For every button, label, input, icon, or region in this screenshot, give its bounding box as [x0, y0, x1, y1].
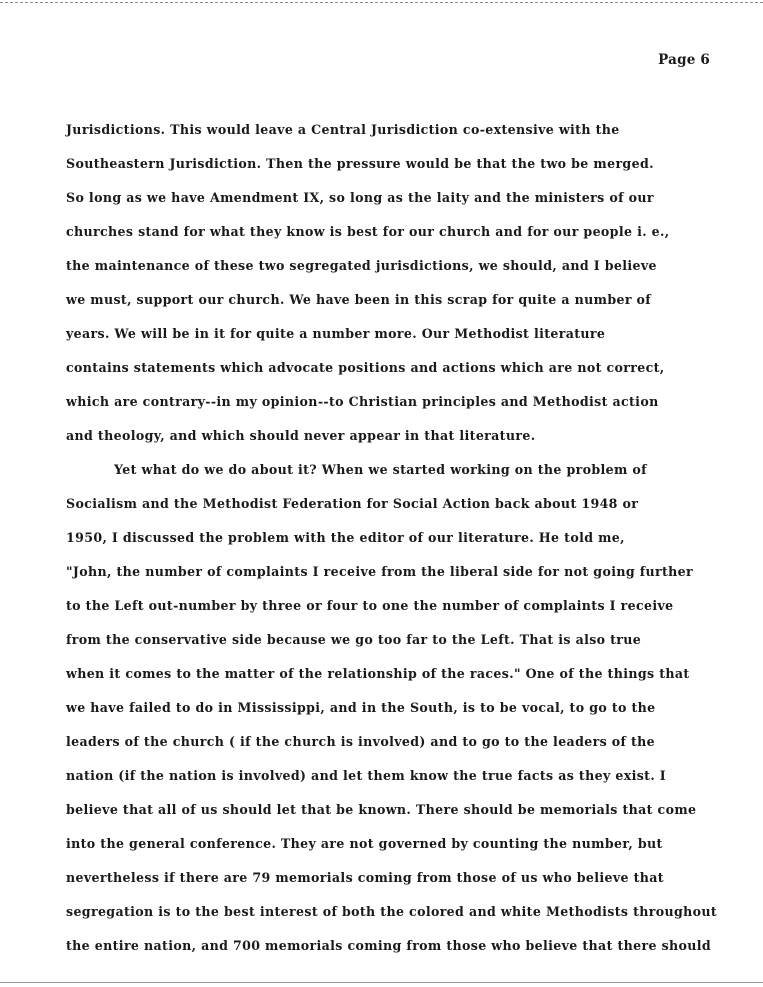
text-line: into the general conference. They are not governed by counting the number, but — [66, 836, 663, 851]
text-line: we must, support our church. We have been in this scrap for quite a number of — [66, 292, 652, 307]
text-line: Jurisdictions. This would leave a Central Jurisdiction co-extensive with the — [66, 122, 620, 137]
text-line: So long as we have Amendment IX, so long as the laity and the ministers of our — [66, 190, 654, 205]
page-number: Page 6 — [658, 52, 710, 68]
text-line: leaders of the church ( if the church is involved) and to go to the leaders of the — [66, 734, 656, 749]
text-line: the entire nation, and 700 memorials coming from those who believe that there should — [66, 938, 712, 953]
text-line: nation (if the nation is involved) and let them know the true facts as they exist. I — [66, 768, 667, 783]
text-line: Southeastern Jurisdiction. Then the pressure would be that the two be merged. — [66, 156, 654, 171]
text-line: years. We will be in it for quite a number more. Our Methodist literature — [66, 326, 606, 341]
text-line: Socialism and the Methodist Federation for Social Action back about 1948 or — [66, 496, 639, 511]
text-line: the maintenance of these two segregated jurisdictions, we should, and I believe — [66, 258, 657, 273]
text-line: from the conservative side because we go too far to the Left. That is also true — [66, 632, 642, 647]
text-line: and theology, and which should never appear in that literature. — [66, 428, 536, 443]
text-line: churches stand for what they know is best for our church and for our people i. e., — [66, 224, 670, 239]
text-line: segregation is to the best interest of both the colored and white Methodists throughout — [66, 904, 718, 919]
text-line: when it comes to the matter of the relationship of the races." One of the things that — [66, 666, 690, 681]
text-line: believe that all of us should let that be known. There should be memorials that come — [66, 802, 697, 817]
text-line: contains statements which advocate positions and actions which are not correct, — [66, 360, 665, 375]
text-line: which are contrary--in my opinion--to Christian principles and Methodist action — [66, 394, 659, 409]
text-line: nevertheless if there are 79 memorials coming from those of us who believe that — [66, 870, 664, 885]
text-line: we have failed to do in Mississippi, and in the South, is to be vocal, to go to the — [66, 700, 656, 715]
bottom-border-line — [0, 982, 763, 983]
text-line: to the Left out-number by three or four to one the number of complaints I receive — [66, 598, 674, 613]
text-line: 1950, I discussed the problem with the editor of our literature. He told me, — [66, 530, 625, 545]
text-line: "John, the number of complaints I receive from the liberal side for not going further — [66, 564, 693, 579]
top-border-line — [0, 2, 763, 3]
text-line-paragraph-start: Yet what do we do about it? When we started working on the problem of — [114, 462, 647, 477]
